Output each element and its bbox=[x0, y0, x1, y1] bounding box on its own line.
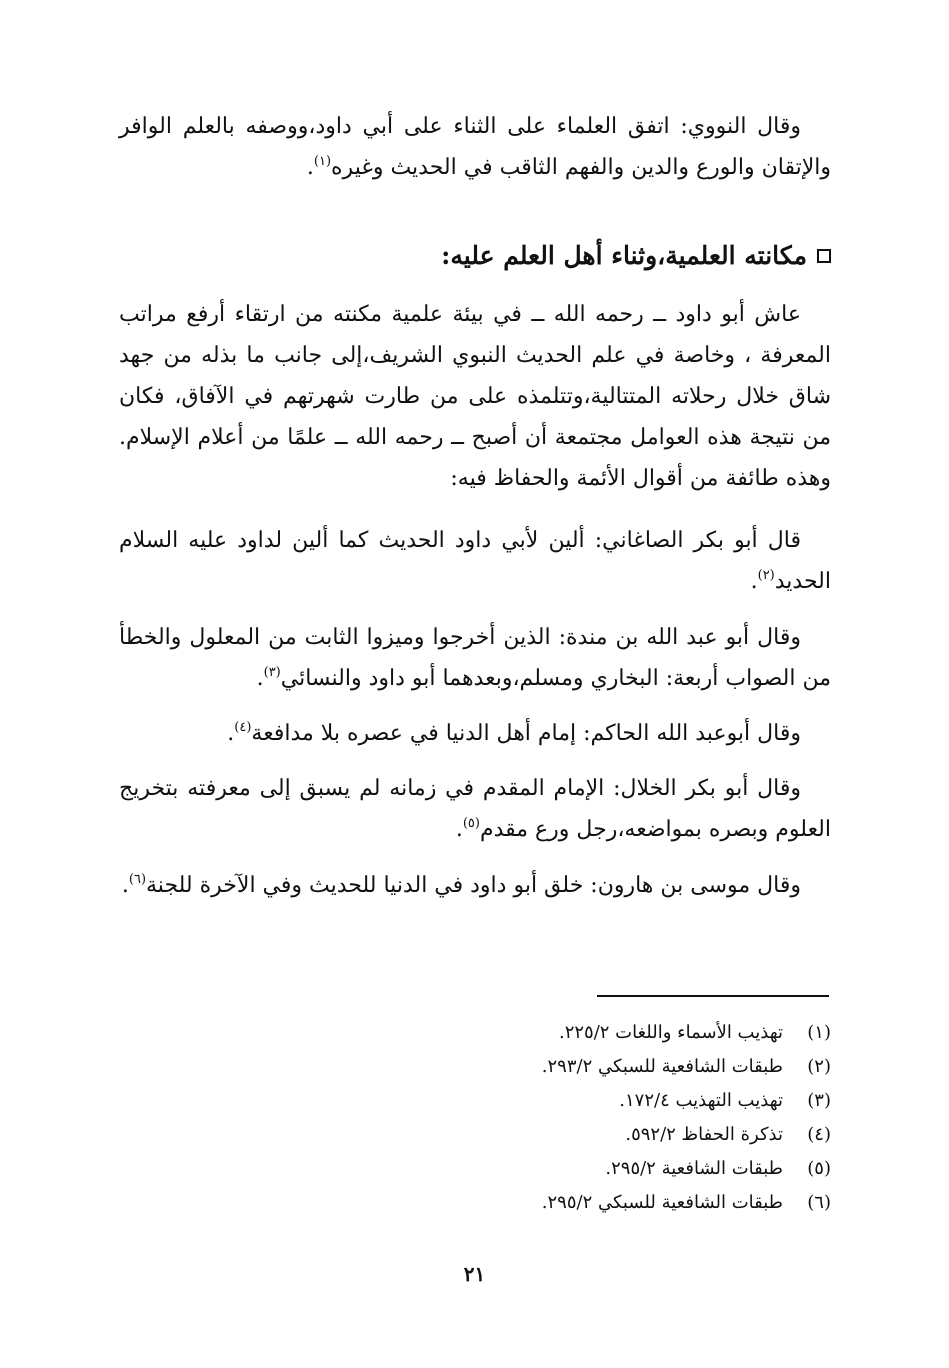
footnote-item bbox=[381, 1050, 831, 1084]
footnote-item bbox=[381, 1084, 831, 1118]
footnote-ref-5[interactable]: (٥) bbox=[462, 816, 480, 831]
footnote-separator bbox=[597, 995, 829, 997]
section-paragraph bbox=[119, 294, 831, 499]
footnote-ref-6[interactable]: (٦) bbox=[128, 872, 147, 887]
footnote-ref-1[interactable]: (١) bbox=[313, 154, 332, 169]
footnote-text: طبقات الشافعية للسبكي ٢٩٣/٢. bbox=[541, 1056, 783, 1077]
square-bullet-icon bbox=[817, 249, 831, 263]
quote-4: وقال أبو بكر الخلال: الإمام المقدم في زمانه لم يسبق إلى معرفته بتخريج العلوم وبصره بمواضعه،رجل ورع مقدم$^{(٥)}$. bbox=[119, 776, 831, 842]
page-number: ٢١ bbox=[463, 1262, 486, 1286]
quote-3: وقال أبوعبد الله الحاكم: إمام أهل الدنيا في عصره بلا مدافعة$^{(٤)}$. bbox=[227, 720, 801, 746]
footnote-number: (٢) bbox=[807, 1056, 831, 1077]
section-paragraph-text: عاش أبو داود ــ رحمه الله ــ في بيئة علمية مكنته من ارتقاء أرفع مراتب المعرفة ، وخاصة في علم الحديث النبوي الشريف،إلى جانب ما بذله من جهد شاق خلال رحلاته المتتالية،وتتلمذه على من طارت شهرتهم في الآفاق، فكان من نتيجة هذه العوامل مجتمعة أن أصبح ــ رحمه الله ــ علمًا من أعلام الإسلام. وهذه طائفة من أقوال الأئمة والحفاظ فيه: bbox=[119, 302, 832, 491]
footnote-ref-3[interactable]: (٣) bbox=[263, 665, 281, 680]
footnote-ref-2[interactable]: (٢) bbox=[757, 568, 775, 583]
footnote-text: تذكرة الحفاظ ٥٩٢/٢. bbox=[625, 1124, 783, 1145]
quote-1: قال أبو بكر الصاغاني: ألين لأبي داود الحديث كما ألين لداود عليه السلام الحديد$^{(٢)}$. bbox=[119, 528, 831, 594]
footnote-text: طبقات الشافعية ٢٩٥/٢. bbox=[605, 1158, 783, 1179]
footnote-number: (٣) bbox=[807, 1090, 831, 1111]
quote-2: وقال أبو عبد الله بن مندة: الذين أخرجوا وميزوا الثابت من المعلول والخطأ من الصواب أربعة: البخاري ومسلم،وبعدهما أبو داود والنسائي$^{(٣)}$. bbox=[119, 625, 831, 691]
footnote-number: (١) bbox=[807, 1022, 831, 1043]
footnotes-list bbox=[381, 1016, 831, 1220]
footnote-text: تهذيب التهذيب ١٧٢/٤. bbox=[619, 1090, 783, 1111]
section-heading-text: مكانته العلمية،وثناء أهل العلم عليه: bbox=[441, 241, 807, 270]
intro-text: وقال النووي: اتفق العلماء على الثناء على أبي داود،ووصفه بالعلم الوافر والإتقان والورع والدين والفهم الثاقب في الحديث وغيره bbox=[119, 114, 831, 180]
quote-5: وقال موسى بن هارون: خلق أبو داود في الدنيا للحديث وفي الآخرة للجنة$^{(٦)}$. bbox=[121, 872, 801, 898]
footnote-ref-4[interactable]: (٤) bbox=[234, 720, 252, 735]
footnote-number: (٥) bbox=[807, 1158, 831, 1179]
footnote-item bbox=[381, 1118, 831, 1152]
footnote-number: (٤) bbox=[807, 1124, 831, 1145]
footnote-number: (٦) bbox=[807, 1192, 831, 1213]
intro-paragraph: وقال النووي: اتفق العلماء على الثناء على أبي داود،ووصفه بالعلم الوافر والإتقان والورع والدين والفهم الثاقب في الحديث وغيره$^{(١)}$. bbox=[119, 114, 831, 180]
footnote-item bbox=[381, 1016, 831, 1050]
footnote-item bbox=[381, 1186, 831, 1220]
section-heading bbox=[119, 236, 831, 276]
footnote-text: طبقات الشافعية للسبكي ٢٩٥/٢. bbox=[541, 1192, 783, 1213]
footnote-item bbox=[381, 1152, 831, 1186]
footnote-text: تهذيب الأسماء واللغات ٢٢٥/٢. bbox=[558, 1022, 783, 1043]
